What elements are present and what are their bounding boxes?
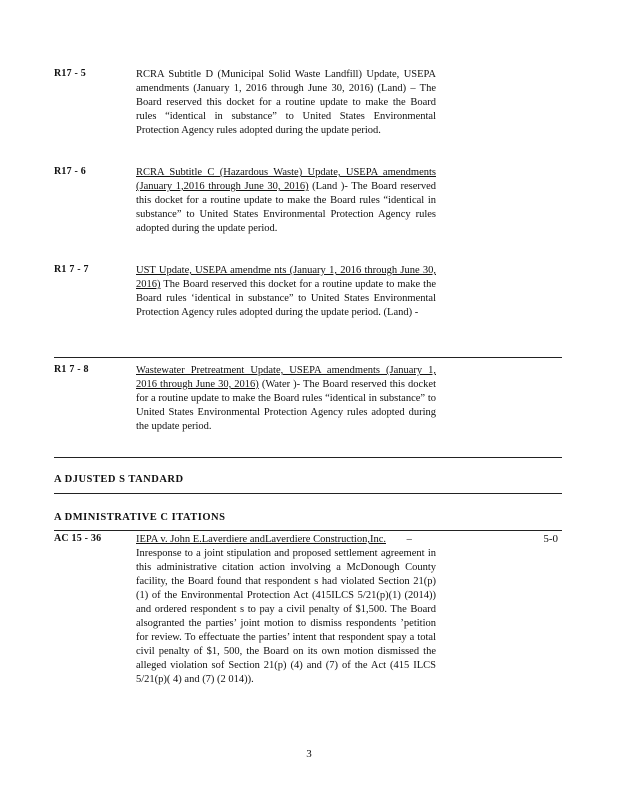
vote-count: 5-0 [543, 533, 558, 545]
divider [54, 357, 562, 358]
docket-number: R1 7 - 8 [54, 364, 89, 375]
citation-summary: Inresponse to a joint stipulation and proposed settlement agreement in this administrative citation action involving a McDonough County facility, the Board found that respondent s had violated Section 21(p)(1) of the Environmental Protection Act (415ILCS 5/21(p)(1) (2014)) and ordered respondent s to pay a civil penalty of $1,500. The Board alsogranted the parties’ joint motion to dismiss respondents ’petition for review. To effectuate the parties’ intent that respondent spay a total civil penalty of $1, 500, the Board on its own motion dismissed the alleged violation sof Section 21(p) (4) and (7) of the Act (415 ILCS 5/21(p)( 4) and (7) (2 014)). [136, 548, 436, 685]
citation-title: IEPA v. John E.Laverdiere andLaverdiere Construction,Inc. [136, 534, 386, 545]
section-heading-adjusted-standard: A DJUSTED S TANDARD [54, 474, 184, 485]
docket-number: R17 - 5 [54, 68, 86, 79]
citation-entry [54, 533, 562, 703]
divider [54, 457, 562, 458]
docket-number: AC 15 - 36 [54, 533, 102, 544]
docket-entry [54, 264, 562, 348]
docket-summary: (Land )- The Board reserved this docket for a routine update to make the Board rules “identical in substance” to United States Environmental Protection Agency rules adopted during the update period. [136, 181, 437, 234]
docket-entry [54, 364, 562, 448]
divider [54, 530, 562, 531]
docket-summary: – The Board reserved this docket for a routine update to make the Board rules “identical in substance” to United States Environmental Protection Agency rules adopted during the update period. [136, 83, 436, 136]
citation-description [136, 533, 436, 687]
docket-entry [54, 166, 562, 250]
docket-description [136, 364, 436, 434]
docket-title: Wastewater Pretreatment Update, USEPA amendments (January 1, 2016 through June 30, 2016) [136, 365, 436, 390]
docket-title: UST Update, USEPA amendme nts (January 1, 2016 through June 30, 2016) [136, 265, 436, 290]
citation-dash: – [406, 534, 412, 545]
page-number: 3 [306, 748, 312, 760]
docket-description [136, 264, 436, 320]
docket-title: RCRA Subtitle D (Municipal Solid Waste Landfill) Update, USEPA amendments (January 1, 2016 through June 30, 2016) (Land) [136, 69, 436, 94]
docket-number: R17 - 6 [54, 166, 86, 177]
section-heading-administrative-citations: A DMINISTRATIVE C ITATIONS [54, 512, 226, 523]
docket-title: RCRA Subtitle C (Hazardous Waste) Update, USEPA amendments (January 1,2016 through June 30, 2016) [136, 167, 436, 192]
docket-description [136, 166, 436, 236]
docket-number: R1 7 - 7 [54, 264, 89, 275]
divider [54, 493, 562, 494]
docket-summary: The Board reserved this docket for a routine update to make the Board rules ‘identical in substance” to United States Environmental Protection Agency rules adopted during the update period. (Land) - [136, 279, 436, 318]
docket-description [136, 68, 436, 138]
docket-entry [54, 68, 562, 152]
docket-summary: (Water )- The Board reserved this docket for a routine update to make the Board rules “identical in substance” to United States Environmental Protection Agency rules adopted during the update period. [136, 379, 436, 432]
